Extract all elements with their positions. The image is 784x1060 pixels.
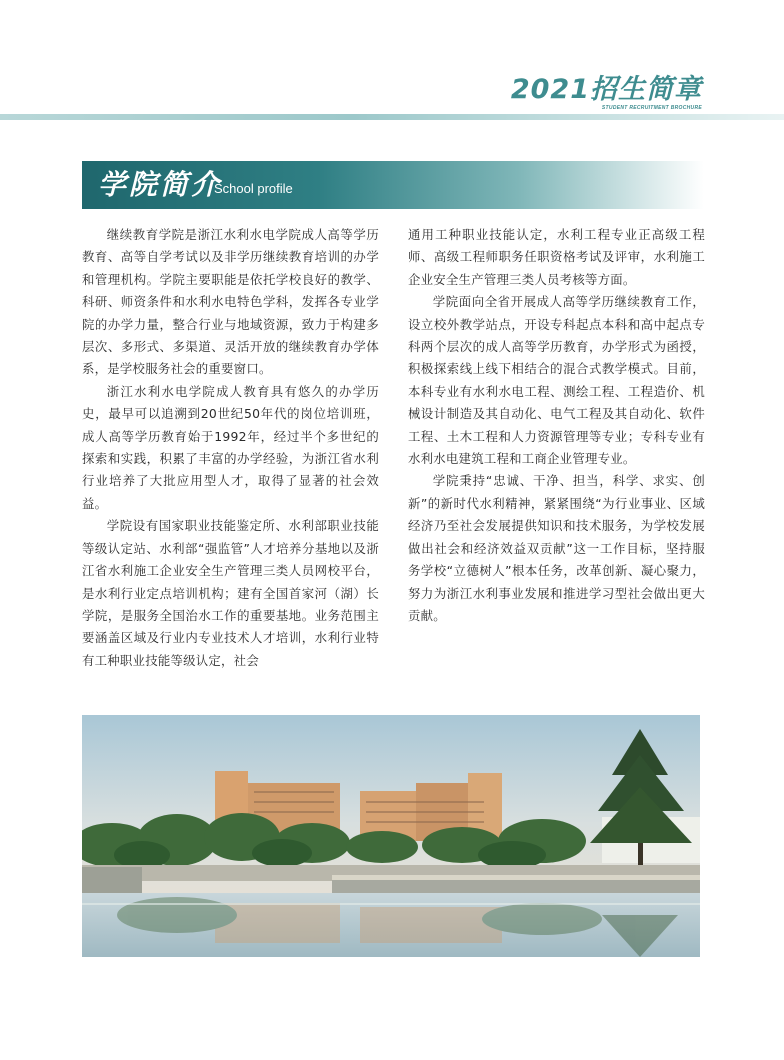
left-text-column — [82, 224, 379, 672]
brand-subtitle: STUDENT RECRUITMENT BROCHURE — [601, 105, 702, 111]
campus-photo — [82, 715, 700, 957]
paragraph-mission: 学院秉持“忠诚、干净、担当，科学、求实、创新”的新时代水利精神，紧紧围绕“为行业事业、区域经济乃至社会发展提供知识和技术服务，为学校发展做出社会和经济效益双贡献”这一工作目标，坚持服务学校“立德树人”根本任务，改革创新、凝心聚力，努力为浙江水利事业发展和推进学习型社会做出更大贡献。 — [408, 473, 705, 623]
section-title: 学院简介 — [98, 168, 223, 201]
brand-title: 2021招生简章 — [510, 74, 702, 105]
paragraph-intro: 继续教育学院是浙江水利水电学院成人高等学历教育、高等自学考试以及非学历继续教育培训的办学和管理机构。学院主要职能是依托学校良好的教学、科研、师资条件和水利水电特色学科，发挥各专业学院的办学力量，整合行业与地域资源，致力于构建多层次、多形式、多渠道、灵活开放的继续教育办学体系，是学校服务社会的重要窗口。 — [82, 227, 379, 377]
paragraph-facilities: 学院设有国家职业技能鉴定所、水利部职业技能等级认定站、水利部“强监管”人才培养分基地以及浙江省水利施工企业安全生产管理三类人员网校平台，是水利行业定点培训机构；建有全国首家河（湖）长学院，是服务全国治水工作的重要基地。业务范围主要涵盖区域及行业内专业技术人才培训，水利行业特有工种职业技能等级认定，社会 — [82, 518, 379, 668]
paragraph-history: 浙江水利水电学院成人教育具有悠久的办学历史，最早可以追溯到20世纪50年代的岗位培训班，成人高等学历教育始于1992年，经过半个多世纪的探索和实践，积累了丰富的办学经验，为浙江省水利行业培养了大批应用型人才，取得了显著的社会效益。 — [82, 383, 379, 511]
paragraph-programs: 学院面向全省开展成人高等学历继续教育工作，设立校外教学站点，开设专科起点本科和高中起点专科两个层次的成人高等学历教育，办学形式为函授，积极探索线上线下相结合的混合式教学模式。目前，本科专业有水利水电工程、测绘工程、工程造价、机械设计制造及其自动化、电气工程及其自动化、软件工程、土木工程和人力资源管理等专业；专科专业有水利水电建筑工程和工商企业管理专业。 — [408, 294, 705, 467]
header-rule — [0, 114, 784, 120]
right-text-column — [408, 224, 705, 627]
brochure-brand — [511, 76, 702, 111]
paragraph-facilities-continued: 通用工种职业技能认定，水利工程专业正高级工程师、高级工程师职务任职资格考试及评审，水利施工企业安全生产管理三类人员考核等方面。 — [408, 227, 705, 287]
section-banner — [82, 161, 704, 209]
section-subtitle: School profile — [214, 181, 293, 196]
